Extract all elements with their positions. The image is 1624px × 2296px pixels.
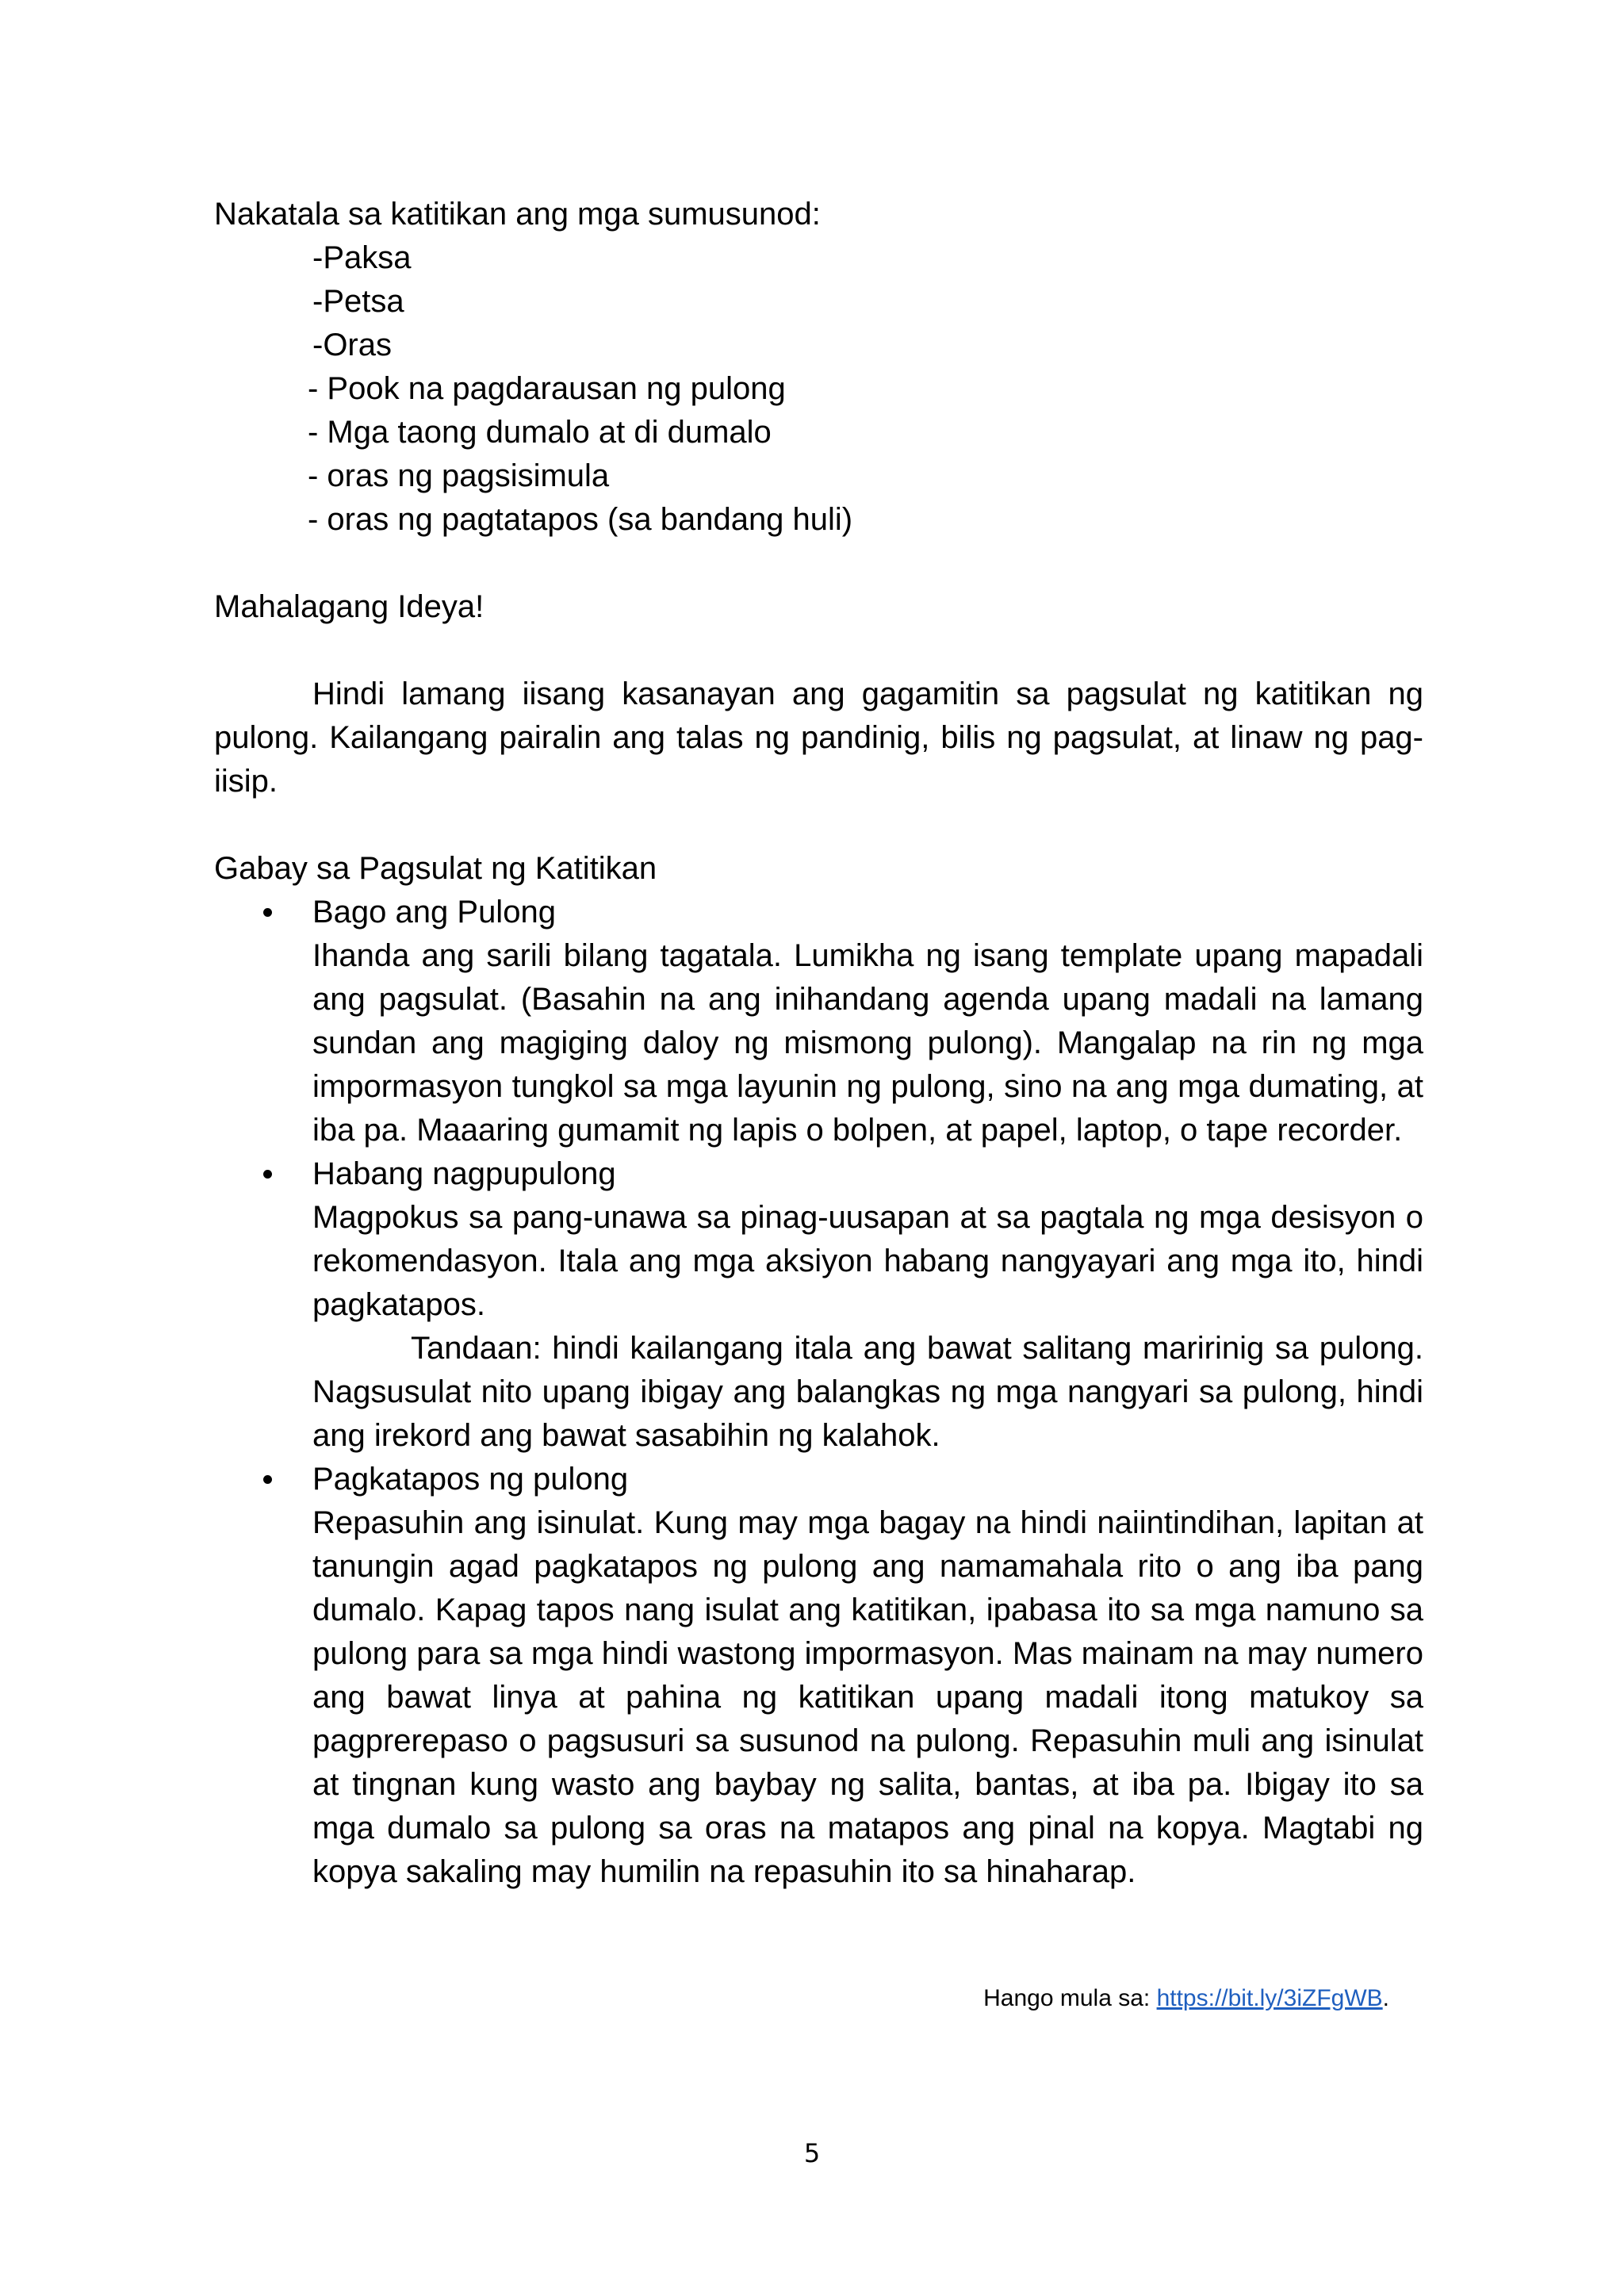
bullet-icon <box>263 908 272 917</box>
guide-item-during <box>214 1152 1423 1458</box>
guide-list <box>214 891 1423 1894</box>
page-number: 5 <box>803 2138 821 2168</box>
recorded-items-list <box>214 236 1423 542</box>
list-item: - oras ng pagtatapos (sa bandang huli) <box>308 502 853 537</box>
bullet-icon <box>263 1475 272 1484</box>
source-citation <box>983 1983 1389 2014</box>
guide-item-after <box>214 1458 1423 1894</box>
guide-title: Gabay sa Pagsulat ng Katitikan <box>214 851 657 886</box>
list-item: -Paksa <box>312 240 412 275</box>
guide-item-before <box>214 891 1423 1152</box>
guide-item-title: Habang nagpupulong <box>312 1156 616 1191</box>
source-link[interactable]: https://bit.ly/3iZFgWB <box>1156 1985 1383 2011</box>
document-body <box>214 193 1423 1894</box>
source-suffix: . <box>1382 1985 1389 2011</box>
guide-item-text: Ihanda ang sarili bilang tagatala. Lumikha ng isang template upang mapadali ang pagsulat. (Basahin na ang inihandang agenda upang madali na lamang sundan ang magiging daloy ng mismong pulong). Mangalap na rin ng mga impormasyon tungkol sa mga layunin ng pulong, sino na ang mga dumating, at iba pa. Maaaring gumamit ng lapis o bolpen, at papel, laptop, o tape recorder. <box>312 938 1423 1148</box>
guide-item-text: Magpokus sa pang-unawa sa pinag-uusapan at sa pagtala ng mga desisyon o rekomendasyon. Itala ang mga aksiyon habang nangyayari ang mga ito, hindi pagkatapos. <box>312 1200 1423 1322</box>
list-item: - Mga taong dumalo at di dumalo <box>308 415 772 450</box>
list-item: - Pook na pagdarausan ng pulong <box>308 371 786 406</box>
idea-paragraph: Hindi lamang iisang kasanayan ang gagamitin sa pagsulat ng katitikan ng pulong. Kailangang pairalin ang talas ng pandinig, bilis ng pagsulat, at linaw ng pag-iisip. <box>214 677 1423 799</box>
bullet-icon <box>263 1170 272 1179</box>
idea-heading: Mahalagang Ideya! <box>214 589 485 624</box>
guide-item-text: Repasuhin ang isinulat. Kung may mga bagay na hindi naiintindihan, lapitan at tanungin agad pagkatapos ng pulong ang namamahala rito o ang iba pang dumalo. Kapag tapos nang isulat ang katitikan, ipabasa ito sa mga namuno sa pulong para sa mga hindi wastong impormasyon. Mas mainam na may numero ang bawat linya at pahina ng katitikan upang madali itong matukoy sa pagprerepaso o pagsusuri sa susunod na pulong. Repasuhin muli ang isinulat at tingnan kung wasto ang baybay ng salita, bantas, at iba pa. Ibigay ito sa mga dumalo sa pulong sa oras na matapos ang pinal na kopya. Magtabi ng kopya sakaling may humilin na repasuhin ito sa hinaharap. <box>312 1505 1423 1889</box>
guide-item-note: Tandaan: hindi kailangang itala ang bawat salitang maririnig sa pulong. Nagsusulat nito upang ibigay ang balangkas ng mga nangyari sa pulong, hindi ang irekord ang bawat sasabihin ng kalahok. <box>312 1331 1423 1453</box>
guide-item-title: Bago ang Pulong <box>312 895 556 930</box>
guide-item-title: Pagkatapos ng pulong <box>312 1462 629 1497</box>
source-label: Hango mula sa: <box>983 1985 1157 2011</box>
list-item: -Petsa <box>312 284 404 319</box>
list-item: - oras ng pagsisimula <box>308 458 610 493</box>
intro-text: Nakatala sa katitikan ang mga sumusunod: <box>214 197 821 232</box>
list-item: -Oras <box>312 328 392 362</box>
